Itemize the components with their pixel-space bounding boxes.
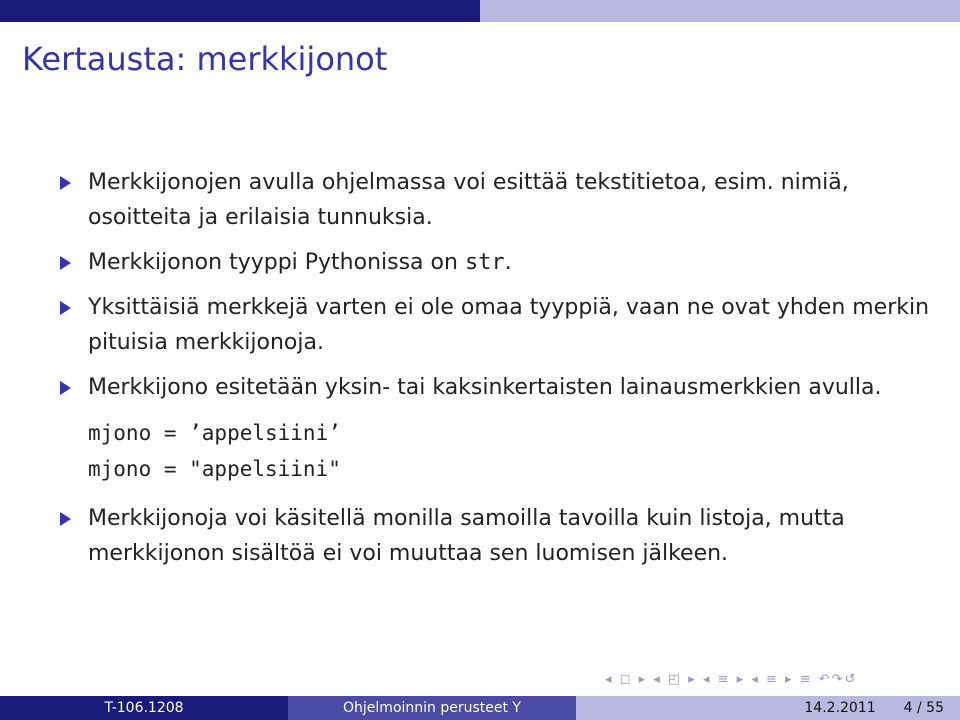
triangle-bullet-icon [60, 176, 71, 190]
code-line: mjono = ’appelsiini’ [88, 421, 341, 445]
header-bar-right [480, 0, 960, 22]
code-line: mjono = "appelsiini" [88, 457, 341, 481]
footer-right [576, 696, 960, 720]
bullet-text: Merkkijono esitetään yksin- tai kaksinkertaisten lainausmerkkien avulla. [88, 375, 882, 400]
bullet-text: Yksittäisiä merkkejä varten ei ole omaa tyyppiä, vaan ne ovat yhden merkin pituisia merkkijonoja. [88, 295, 930, 355]
footer-course-name: Ohjelmoinnin perusteet Y [288, 696, 576, 720]
slide-title: Kertausta: merkkijonot [22, 40, 388, 78]
header-bar-left [0, 0, 480, 22]
bullet-text-suffix: . [504, 250, 512, 275]
footer-date: 14.2.2011 [804, 700, 876, 716]
triangle-bullet-icon [60, 512, 71, 526]
slide-content [58, 165, 938, 581]
code-block [58, 415, 938, 487]
bullet-item [58, 370, 938, 405]
bullet-item [58, 290, 938, 360]
triangle-bullet-icon [60, 256, 71, 270]
bullet-item [58, 245, 938, 280]
navigation-icons[interactable]: ◂ ◻ ▸ ◂ ◰ ▸ ◂ ≡ ▸ ◂ ≡ ▸ ≡ ↶↷↺ [605, 672, 858, 687]
bullet-item [58, 165, 938, 235]
footer-page-number: 4 / 55 [903, 700, 944, 716]
bullet-item [58, 501, 938, 571]
bullet-text: Merkkijonojen avulla ohjelmassa voi esittää tekstitietoa, esim. nimiä, osoitteita ja erilaisia tunnuksia. [88, 170, 849, 230]
footer-course: T-106.1208 [0, 696, 288, 720]
bullet-text: Merkkijonoja voi käsitellä monilla samoilla tavoilla kuin listoja, mutta merkkijonon sisältöä ei voi muuttaa sen luomisen jälkeen. [88, 506, 845, 566]
triangle-bullet-icon [60, 301, 71, 315]
triangle-bullet-icon [60, 381, 71, 395]
header-bar [0, 0, 960, 22]
inline-code: str [464, 250, 505, 275]
footer-bar [0, 696, 960, 720]
bullet-text: Merkkijonon tyyppi Pythonissa on [88, 250, 465, 275]
